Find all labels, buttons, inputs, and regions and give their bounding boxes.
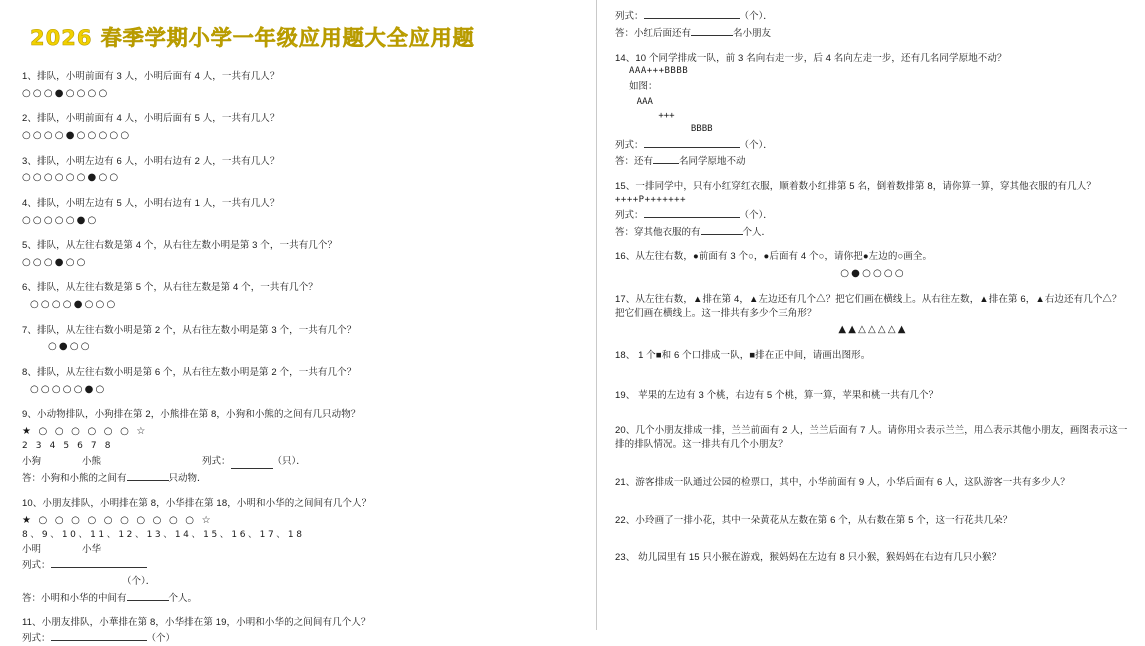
formula-row <box>615 10 1131 24</box>
question-figure: ★ ○ ○ ○ ○ ○ ○ ☆ <box>22 425 148 437</box>
answer-row <box>615 155 1131 169</box>
answer-blank[interactable] <box>701 234 743 235</box>
question-item <box>22 324 582 355</box>
answer-unit: 名小朋友 <box>733 27 772 39</box>
formula-unit: （个）． <box>739 11 773 22</box>
right-column <box>596 0 1145 630</box>
figure-line: +++ <box>615 110 675 121</box>
answer-unit: 个人． <box>742 226 772 238</box>
label-left: 小明 <box>22 544 42 556</box>
formula-label: 列式： <box>615 11 644 22</box>
formula-blank[interactable] <box>644 217 740 218</box>
formula-blank[interactable] <box>51 640 147 641</box>
answer-text: 答：小明和小华的中间有 <box>22 592 127 604</box>
answer-row <box>22 592 582 606</box>
question-item <box>615 389 1131 403</box>
question-item <box>22 70 582 101</box>
question-figure-block <box>615 96 1131 137</box>
question-text: 14、10 个同学排成一队，前 3 名向右走一步，后 4 名向左走一步，还有几名同学原地不动？ <box>615 52 1007 64</box>
answer-text: 答：还有 <box>615 156 654 168</box>
question-text: 8、排队，从左往右数小明是第 6 个，从右往左数小明是第 2 个，一共有几个？ <box>22 366 357 378</box>
formula-unit: （只）． <box>272 456 306 468</box>
question-text: 6、排队，从左往右数是第 5 个，从右往左数是第 4 个，一共有几个？ <box>22 282 318 294</box>
answer-text: 答：小红后面还有 <box>615 27 692 39</box>
question-figure-numbers: 8、9、10、11、12、13、14、15、16、17、18 <box>22 530 305 541</box>
answer-row <box>615 226 1131 240</box>
question-item <box>615 10 1131 41</box>
question-item <box>22 281 582 312</box>
question-text: 10、小朋友排队，小明排在第 8，小华排在第 18，小明和小华的之间间有几个人？ <box>22 497 372 509</box>
question-item <box>22 197 582 228</box>
answer-text: 答：穿其他衣服的有 <box>615 226 701 238</box>
formula-label: 列式： <box>615 139 644 151</box>
formula-unit-row <box>22 575 582 589</box>
label-right: 小华 <box>82 544 102 556</box>
formula-blank[interactable] <box>231 455 273 469</box>
label-left: 小狗 <box>22 456 42 468</box>
formula-blank[interactable] <box>644 147 740 148</box>
question-text: 4、排队，小明左边有 5 人，小明右边有 1 人，一共有几人？ <box>22 197 280 209</box>
question-text: 5、排队，从左往右数是第 4 个，从右往左数小明是第 3 个，一共有几个？ <box>22 240 338 252</box>
figure-line: BBBB <box>615 124 713 135</box>
question-item <box>22 497 582 605</box>
formula-blank[interactable] <box>644 18 740 19</box>
question-text: 11、小朋友排队，小華排在第 8，小华排在第 19，小明和小华的之间间有几个人？ <box>22 617 371 629</box>
question-item <box>22 112 582 143</box>
question-figure: ○●○○ <box>48 341 92 353</box>
question-item <box>22 239 582 270</box>
question-item <box>615 52 1131 170</box>
formula-label: 列式： <box>202 456 231 468</box>
formula-label: 列式： <box>22 633 51 645</box>
formula-label: 列式： <box>22 560 51 572</box>
formula-label: 列式： <box>615 209 644 221</box>
question-text: 18、 1 个■和 6 个口排成一队，■排在正中间，请画出图形。 <box>615 349 871 361</box>
question-item <box>22 616 582 646</box>
question-text: 20、几个小朋友排成一排，兰兰前面有 2 人，兰兰后面有 7 人。请你用☆表示兰兰，用△表示其他小朋友，画图表示这一排的排队情况。这一排共有几个小朋友？ <box>615 425 1128 451</box>
question-item <box>615 551 1131 565</box>
answer-text: 答：小狗和小熊的之间有 <box>22 473 127 485</box>
answer-blank[interactable] <box>127 600 169 601</box>
question-item <box>615 514 1131 528</box>
question-text: 17、从左往右数，▲排在第 4，▲左边还有几个△？把它们画在横线上。从右往左数，▲排在第 6，▲右边还有几个△？把它们画在横线上。这一排共有多少个三角形？ <box>615 293 1122 319</box>
answer-blank[interactable] <box>127 480 169 481</box>
answer-row <box>22 472 582 486</box>
question-figure: AAA+++BBBB <box>629 66 689 77</box>
formula-unit: （个） <box>146 633 176 645</box>
answer-unit: 名同学原地不动 <box>679 156 746 168</box>
formula-row <box>615 139 1131 153</box>
question-figure: ○○○●○○ <box>22 256 88 268</box>
question-text: 15、一排同学中，只有小红穿红衣服，顺着数小红排第 5 名，倒着数排第 8，请你算一算，穿其他衣服的有几人？ <box>615 181 1096 193</box>
question-figure: ○○○○○●○ <box>22 214 99 226</box>
question-figure: ○○○○●○○○○○ <box>22 130 132 142</box>
question-item <box>22 366 582 397</box>
question-item <box>615 180 1131 239</box>
question-item <box>22 155 582 186</box>
question-text: 3、排队，小明左边有 6 人，小明右边有 2 人，一共有几人？ <box>22 155 280 167</box>
question-figure: ○○○○●○○○ <box>30 299 118 311</box>
question-text: 23、 幼儿园里有 15 只小猴在游戏，猴妈妈在左边有 8 只小猴，猴妈妈在右边有几只小猴？ <box>615 552 1002 564</box>
answer-row <box>615 27 1131 41</box>
question-item <box>22 408 582 486</box>
question-item <box>615 250 1131 281</box>
label-right: 小熊 <box>82 456 102 468</box>
figure-labels <box>22 455 582 469</box>
formula-unit: （个）． <box>122 575 156 587</box>
question-item <box>615 424 1131 452</box>
question-figure: ++++P+++++++ <box>615 194 687 205</box>
question-text: 16、从左往右数，●前面有 3 个○，●后面有 4 个○，请你把●左边的○画全。 <box>615 251 933 263</box>
question-text: 19、 苹果的左边有 3 个桃，右边有 5 个桃，算一算，苹果和桃一共有几个？ <box>615 389 939 401</box>
question-text: 21、游客排成一队通过公园的检票口，其中，小华前面有 9 人，小华后面有 6 人，这队游客一共有多少人？ <box>615 476 1070 488</box>
figure-labels <box>22 543 582 557</box>
formula-blank[interactable] <box>51 567 147 568</box>
question-figure: ○○○○○○●○○ <box>22 172 121 184</box>
question-figure: ○●○○○○ <box>840 268 906 280</box>
page-title: 2026 春季学期小学一年级应用题大全应用题 <box>30 26 475 50</box>
question-text: 9、小动物排队，小狗排在第 2，小熊排在第 8，小狗和小熊的之间有几只动物？ <box>22 409 361 421</box>
formula-unit: （个）． <box>739 209 773 221</box>
question-figure-numbers: 2 3 4 5 6 7 8 <box>22 441 114 452</box>
question-figure: ○○○●○○○○ <box>22 87 110 99</box>
question-text: 2、排队，小明前面有 4 人，小明后面有 5 人，一共有几人？ <box>22 113 280 125</box>
answer-unit: 个人。 <box>168 592 198 604</box>
question-figure: ▲▲△△△△▲ <box>838 324 908 336</box>
question-item <box>615 476 1131 490</box>
figure-line: AAA <box>615 97 653 108</box>
formula-row <box>22 455 582 469</box>
question-text: 22、小玲画了一排小花，其中一朵黄花从左数在第 6 个，从右数在第 5 个，这一行花共几朵？ <box>615 514 1013 526</box>
answer-unit: 只动物． <box>168 473 207 485</box>
formula-unit: （个）． <box>739 139 773 151</box>
formula-row <box>615 209 1131 223</box>
formula-row <box>22 632 582 646</box>
figure-label: 如图： <box>629 81 658 93</box>
question-text: 1、排队，小明前面有 3 人，小明后面有 4 人，一共有几人？ <box>22 71 280 82</box>
question-figure: ○○○○○●○ <box>30 383 107 395</box>
answer-blank[interactable] <box>653 163 679 164</box>
answer-blank[interactable] <box>691 35 733 36</box>
question-item <box>615 349 1131 363</box>
question-text: 7、排队，从左往右数小明是第 2 个，从右往左数小明是第 3 个，一共有几个？ <box>22 324 357 336</box>
formula-row <box>22 559 582 573</box>
question-item <box>615 293 1131 338</box>
question-figure: ★ ○ ○ ○ ○ ○ ○ ○ ○ ○ ○ ☆ <box>22 514 213 526</box>
